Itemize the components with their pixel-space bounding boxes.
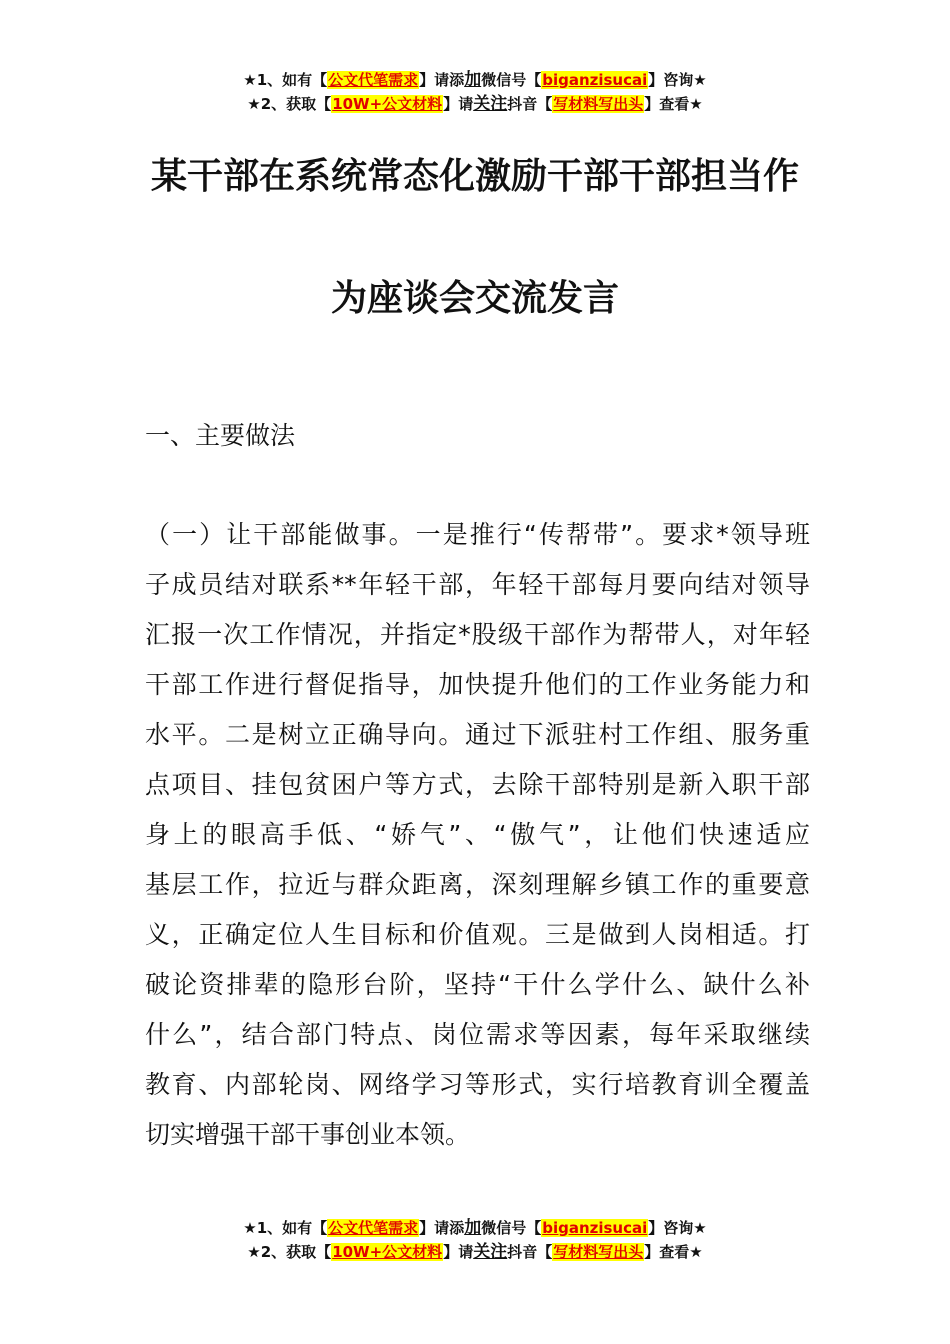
promo-emphasis: 加 <box>464 70 482 90</box>
document-title-line-1: 某干部在系统常态化激励干部干部担当作 <box>150 156 799 197</box>
document-title-line-2: 为座谈会交流发言 <box>330 278 619 319</box>
body-line: 水平。二是树立正确导向。通过下派驻村工作组、服务重 <box>145 720 810 749</box>
promo-text: ★2、获取【 <box>247 1243 332 1261</box>
body-line: 破论资排辈的隐形台阶，坚持“干什么学什么、缺什么补 <box>145 970 810 999</box>
promo-text: 微信号【 <box>481 1219 542 1237</box>
promo-line-2 <box>0 92 950 116</box>
promo-highlight-douyin: 写材料写出头 <box>553 95 644 113</box>
body-line: 切实增强干部干事创业本领。 <box>145 1120 471 1149</box>
promo-highlight-service: 公文代笔需求 <box>328 1219 419 1237</box>
body-line: 身上的眼高手低、“娇气”、“傲气”，让他们快速适应 <box>145 820 810 849</box>
promo-banner-bottom <box>0 1216 950 1264</box>
body-line: 子成员结对联系**年轻干部，年轻干部每月要向结对领导 <box>145 570 810 599</box>
promo-highlight-service: 公文代笔需求 <box>328 71 419 89</box>
promo-line-1 <box>0 1216 950 1240</box>
promo-text: 】请 <box>443 1243 474 1261</box>
section-heading: 一、主要做法 <box>145 421 296 450</box>
promo-text: 】咨询★ <box>648 71 707 89</box>
promo-text: 抖音【 <box>507 95 553 113</box>
promo-highlight-wechat-id: biganzisucai <box>542 1219 648 1237</box>
promo-line-1 <box>0 68 950 92</box>
promo-text: 】查看★ <box>644 1243 703 1261</box>
promo-text: 抖音【 <box>507 1243 553 1261</box>
promo-text: 】请 <box>443 95 474 113</box>
promo-highlight-materials: 10W+公文材料 <box>332 1243 443 1261</box>
promo-emphasis: 关注 <box>473 1242 508 1262</box>
promo-text: 】请添 <box>419 71 465 89</box>
promo-text: ★2、获取【 <box>247 95 332 113</box>
promo-text: ★1、如有【 <box>243 71 328 89</box>
body-line: （一）让干部能做事。一是推行“传帮带”。要求*领导班 <box>145 520 810 549</box>
body-line: 基层工作，拉近与群众距离，深刻理解乡镇工作的重要意 <box>145 870 810 899</box>
promo-emphasis: 加 <box>464 1218 482 1238</box>
promo-highlight-wechat-id: biganzisucai <box>542 71 648 89</box>
body-line: 义，正确定位人生目标和价值观。三是做到人岗相适。打 <box>145 920 810 949</box>
promo-text: 】请添 <box>419 1219 465 1237</box>
promo-text: 】查看★ <box>644 95 703 113</box>
promo-highlight-douyin: 写材料写出头 <box>553 1243 644 1261</box>
body-line: 点项目、挂包贫困户等方式，去除干部特别是新入职干部 <box>145 770 810 799</box>
promo-line-2 <box>0 1240 950 1264</box>
promo-emphasis: 关注 <box>473 94 508 114</box>
body-line: 汇报一次工作情况，并指定*股级干部作为帮带人，对年轻 <box>145 620 810 649</box>
body-line: 干部工作进行督促指导，加快提升他们的工作业务能力和 <box>145 670 810 699</box>
body-line: 什么”，结合部门特点、岗位需求等因素，每年采取继续 <box>145 1020 810 1049</box>
promo-text: ★1、如有【 <box>243 1219 328 1237</box>
promo-text: 微信号【 <box>481 71 542 89</box>
body-paragraph <box>145 510 810 1160</box>
promo-highlight-materials: 10W+公文材料 <box>332 95 443 113</box>
promo-banner-top <box>0 68 950 116</box>
body-line: 教育、内部轮岗、网络学习等形式，实行培教育训全覆盖 <box>145 1070 810 1099</box>
promo-text: 】咨询★ <box>648 1219 707 1237</box>
